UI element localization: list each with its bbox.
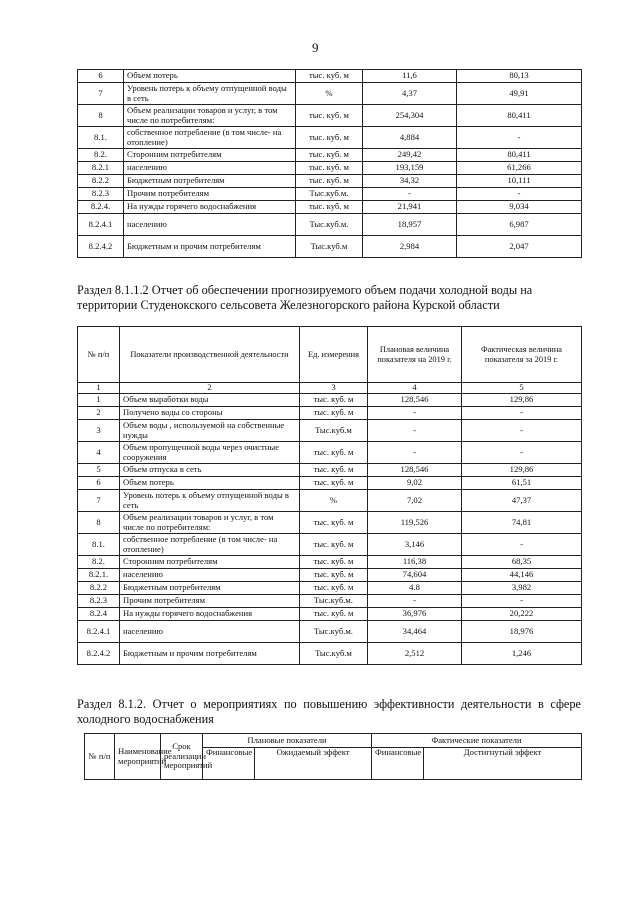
row-unit: тыс. куб. м — [300, 569, 368, 582]
row-indicator: Объем реализации товаров и услуг, в том числе по потребителям: — [120, 512, 300, 534]
table-row — [78, 569, 582, 582]
row-indicator: Объем потерь — [120, 477, 300, 490]
table-row — [78, 407, 582, 420]
row-plan-value: 34,32 — [363, 175, 457, 188]
table-row — [78, 83, 582, 105]
row-unit: Тыс.куб.м — [296, 236, 363, 258]
header-unit: Ед. измерения — [300, 327, 368, 383]
row-unit: тыс. куб. м — [296, 175, 363, 188]
row-indicator: Объем отпуска в сеть — [120, 464, 300, 477]
table-row — [78, 477, 582, 490]
water-supply-forecast-table — [77, 326, 582, 665]
row-plan-value: 2,512 — [368, 643, 462, 665]
row-unit: тыс. куб. м — [300, 608, 368, 621]
row-num: 8.2.2 — [78, 582, 120, 595]
header-num: № п/п — [78, 327, 120, 383]
row-plan-value: 36,976 — [368, 608, 462, 621]
row-unit: тыс. куб. м — [300, 464, 368, 477]
table-row — [78, 127, 582, 149]
table-row — [78, 512, 582, 534]
row-num: 8.2.1. — [78, 569, 120, 582]
row-num: 8.2.3 — [78, 188, 124, 201]
table-row — [78, 556, 582, 569]
row-indicator: Уровень потерь к объему отпущенной воды в сеть — [120, 490, 300, 512]
header-indicator: Показатели производственной деятельности — [120, 327, 300, 383]
row-indicator: Объем выработки воды — [120, 394, 300, 407]
row-fact-value: 61,266 — [457, 162, 582, 175]
row-unit: тыс. куб. м — [296, 149, 363, 162]
row-fact-value: - — [462, 442, 582, 464]
row-unit: Тыс.куб.м. — [300, 621, 368, 643]
row-fact-value: - — [457, 188, 582, 201]
row-fact-value: 6,987 — [457, 214, 582, 236]
row-fact-value: 2,047 — [457, 236, 582, 258]
t3-header-fact-financial: Финансовые — [372, 748, 424, 780]
row-plan-value: 4,884 — [363, 127, 457, 149]
table-row — [78, 175, 582, 188]
row-fact-value: - — [457, 127, 582, 149]
row-plan-value: 254,304 — [363, 105, 457, 127]
row-num: 8.2. — [78, 556, 120, 569]
row-fact-value: - — [462, 420, 582, 442]
row-num: 6 — [78, 477, 120, 490]
header-plan: Плановая величина показателя на 2019 г. — [368, 327, 462, 383]
t3-header-term: Срок реализации мероприятий — [161, 734, 203, 780]
row-indicator: Объем пропущенной воды через очистные сооружения — [120, 442, 300, 464]
row-indicator: На нужды горячего водоснабжения — [124, 201, 296, 214]
table-row — [78, 105, 582, 127]
row-num: 8 — [78, 512, 120, 534]
row-num: 7 — [78, 490, 120, 512]
row-num: 5 — [78, 464, 120, 477]
row-plan-value: 9,02 — [368, 477, 462, 490]
row-fact-value: 3,982 — [462, 582, 582, 595]
row-plan-value: - — [363, 188, 457, 201]
row-unit: Тыс.куб.м. — [300, 595, 368, 608]
row-num: 8.1. — [78, 127, 124, 149]
water-indicators-table-continued — [77, 69, 582, 258]
t3-header-plan-effect: Ожидаемый эффект — [255, 748, 372, 780]
row-num: 7 — [78, 83, 124, 105]
row-plan-value: 7,02 — [368, 490, 462, 512]
row-plan-value: 3,146 — [368, 534, 462, 556]
row-plan-value: 2,984 — [363, 236, 457, 258]
row-plan-value: 249,42 — [363, 149, 457, 162]
row-plan-value: 18,957 — [363, 214, 457, 236]
row-num: 8.2.4.2 — [78, 236, 124, 258]
table-row — [78, 643, 582, 665]
row-indicator: Бюджетным потребителям — [120, 582, 300, 595]
row-plan-value: 74,604 — [368, 569, 462, 582]
row-indicator: населению — [120, 621, 300, 643]
row-fact-value: 61,51 — [462, 477, 582, 490]
row-indicator: Бюджетным потребителям — [124, 175, 296, 188]
row-plan-value: - — [368, 442, 462, 464]
table-row — [78, 70, 582, 83]
row-unit: тыс. куб. м — [300, 442, 368, 464]
row-indicator: На нужды горячего водоснабжения — [120, 608, 300, 621]
row-unit: тыс. куб. м — [296, 127, 363, 149]
t3-header-actual: Фактические показатели — [372, 734, 582, 748]
row-indicator: Объем реализации товаров и услуг, в том числе по потребителям: — [124, 105, 296, 127]
row-unit: тыс. куб. м — [300, 582, 368, 595]
row-fact-value: 44,146 — [462, 569, 582, 582]
row-unit: тыс. куб. м — [300, 394, 368, 407]
row-num: 8.2.4. — [78, 201, 124, 214]
row-indicator: Объем потерь — [124, 70, 296, 83]
table-row — [78, 420, 582, 442]
row-unit: тыс. куб. м — [296, 201, 363, 214]
table-row — [78, 534, 582, 556]
row-num: 8.2.1 — [78, 162, 124, 175]
table-row — [78, 201, 582, 214]
row-fact-value: 49,91 — [457, 83, 582, 105]
row-fact-value: 129,86 — [462, 464, 582, 477]
row-indicator: собственное потребление (в том числе- на отопление) — [120, 534, 300, 556]
table-row — [78, 464, 582, 477]
table-row — [78, 149, 582, 162]
row-num: 8 — [78, 105, 124, 127]
section-heading-text: Раздел 8.1.2. Отчет о мероприятиях по повышению эффективности деятельности в сфере холодного водоснабжения — [77, 697, 581, 726]
row-fact-value: - — [462, 595, 582, 608]
row-num: 8.2.3 — [78, 595, 120, 608]
row-fact-value: - — [462, 407, 582, 420]
row-indicator: населению — [124, 214, 296, 236]
col-number: 4 — [368, 383, 462, 394]
row-plan-value: 4,37 — [363, 83, 457, 105]
row-indicator: Объем воды , используемой на собственные нужды — [120, 420, 300, 442]
row-num: 8.2.4.2 — [78, 643, 120, 665]
row-plan-value: 21,941 — [363, 201, 457, 214]
efficiency-measures-table — [84, 733, 582, 780]
t3-header-num: № п/п — [85, 734, 115, 780]
row-fact-value: - — [462, 534, 582, 556]
section-8-1-2-heading — [77, 697, 581, 727]
row-indicator: собственное потребление (в том числе- на отопление) — [124, 127, 296, 149]
table-row — [78, 236, 582, 258]
row-plan-value: 193,159 — [363, 162, 457, 175]
header-fact: Фактическая величина показателя за 2019 г. — [462, 327, 582, 383]
row-unit: % — [300, 490, 368, 512]
row-num: 8.2.4.1 — [78, 621, 120, 643]
col-number: 1 — [78, 383, 120, 394]
row-indicator: населению — [120, 569, 300, 582]
row-fact-value: 74,81 — [462, 512, 582, 534]
row-fact-value: 20,222 — [462, 608, 582, 621]
row-fact-value: 80,13 — [457, 70, 582, 83]
row-indicator: Бюджетным и прочим потребителям — [124, 236, 296, 258]
row-num: 4 — [78, 442, 120, 464]
row-fact-value: 10,111 — [457, 175, 582, 188]
row-plan-value: - — [368, 595, 462, 608]
row-indicator: Бюджетным и прочим потребителям — [120, 643, 300, 665]
row-unit: Тыс.куб.м. — [296, 214, 363, 236]
row-fact-value: 18,976 — [462, 621, 582, 643]
row-fact-value: 47,37 — [462, 490, 582, 512]
table-row — [78, 582, 582, 595]
row-unit: Тыс.куб.м. — [296, 188, 363, 201]
page-number: 9 — [312, 40, 319, 55]
row-indicator: Прочим потребителям — [120, 595, 300, 608]
row-fact-value: 68,35 — [462, 556, 582, 569]
row-plan-value: 116,38 — [368, 556, 462, 569]
table-row — [78, 608, 582, 621]
table-row — [78, 162, 582, 175]
col-number: 2 — [120, 383, 300, 394]
table-row — [78, 214, 582, 236]
row-num: 8.2. — [78, 149, 124, 162]
row-num: 3 — [78, 420, 120, 442]
table-row — [78, 490, 582, 512]
row-num: 8.1. — [78, 534, 120, 556]
row-indicator: Сторонним потребителям — [124, 149, 296, 162]
row-plan-value: 4.8 — [368, 582, 462, 595]
row-plan-value: 11,6 — [363, 70, 457, 83]
table-row — [78, 188, 582, 201]
row-plan-value: - — [368, 407, 462, 420]
row-unit: тыс. куб. м — [300, 534, 368, 556]
row-unit: % — [296, 83, 363, 105]
table-row — [78, 442, 582, 464]
row-unit: тыс. куб. м — [300, 407, 368, 420]
row-indicator: Прочим потребителям — [124, 188, 296, 201]
t3-header-fact-effect: Достигнутый эффект — [424, 748, 582, 780]
row-indicator: Уровень потерь к объему отпущенной воды в сеть — [124, 83, 296, 105]
t3-header-measure-name: Наименование мероприятий — [115, 734, 161, 780]
row-unit: тыс. куб. м — [296, 105, 363, 127]
row-indicator: Получено воды со стороны — [120, 407, 300, 420]
col-number: 5 — [462, 383, 582, 394]
t3-header-plan-financial: Финансовые — [203, 748, 255, 780]
row-num: 6 — [78, 70, 124, 83]
row-num: 8.2.4 — [78, 608, 120, 621]
table-row — [78, 595, 582, 608]
row-indicator: населению — [124, 162, 296, 175]
row-unit: тыс. куб. м — [296, 162, 363, 175]
row-fact-value: 9,034 — [457, 201, 582, 214]
row-unit: тыс. куб. м — [300, 512, 368, 534]
row-fact-value: 129,86 — [462, 394, 582, 407]
table-row — [78, 621, 582, 643]
table-row — [78, 394, 582, 407]
row-num: 1 — [78, 394, 120, 407]
row-num: 8.2.2 — [78, 175, 124, 188]
row-indicator: Сторонним потребителям — [120, 556, 300, 569]
row-plan-value: 34,464 — [368, 621, 462, 643]
row-num: 8.2.4.1 — [78, 214, 124, 236]
section-8-1-1-2-heading — [77, 283, 581, 313]
row-unit: тыс. куб. м — [296, 70, 363, 83]
row-plan-value: 128,546 — [368, 464, 462, 477]
section-heading-text: Раздел 8.1.1.2 Отчет об обеспечении прогнозируемого объем подачи холодной воды на территории Студенокского сельсовета Железногорского района Курской области — [77, 283, 533, 312]
row-unit: тыс. куб. м — [300, 556, 368, 569]
row-num: 2 — [78, 407, 120, 420]
row-plan-value: 128,546 — [368, 394, 462, 407]
row-fact-value: 1,246 — [462, 643, 582, 665]
row-fact-value: 80,411 — [457, 149, 582, 162]
row-plan-value: 119,526 — [368, 512, 462, 534]
row-unit: Тыс.куб.м — [300, 420, 368, 442]
row-unit: Тыс.куб.м — [300, 643, 368, 665]
col-number: 3 — [300, 383, 368, 394]
row-plan-value: - — [368, 420, 462, 442]
t3-header-planned: Плановые показатели — [203, 734, 372, 748]
row-fact-value: 80,411 — [457, 105, 582, 127]
row-unit: тыс. куб. м — [300, 477, 368, 490]
